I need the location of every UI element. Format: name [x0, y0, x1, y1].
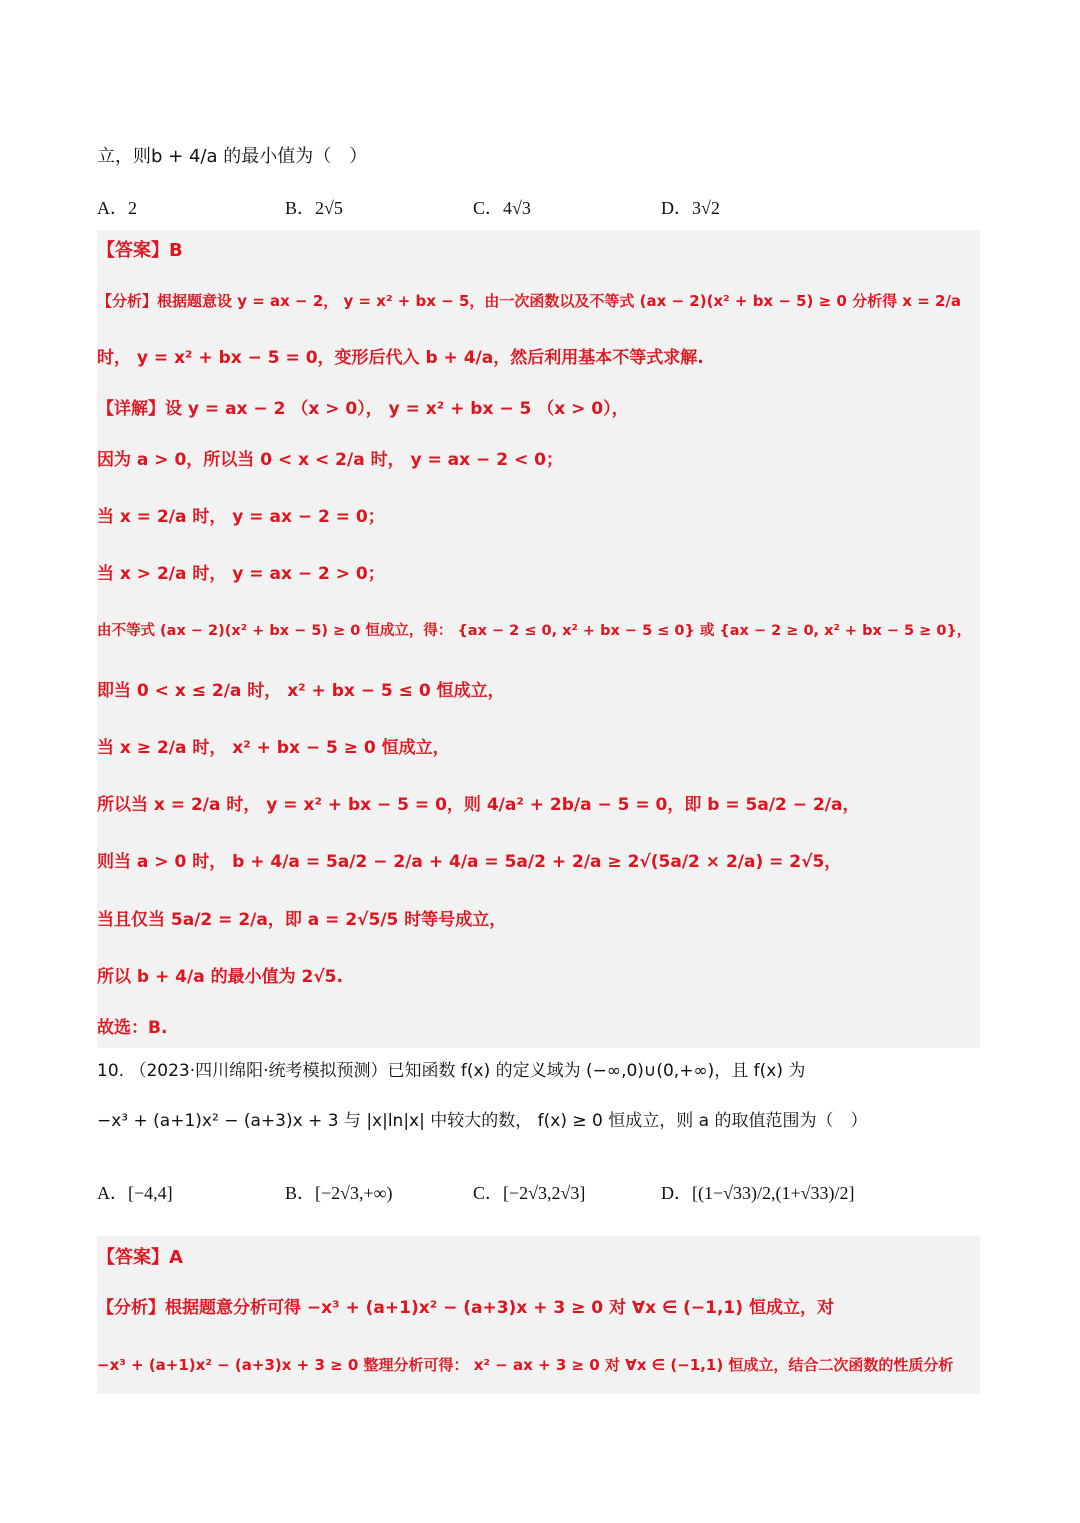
q9-detail-line-6: 即当 0 < x ≤ 2/a 时， x² + bx − 5 ≤ 0 恒成立， — [97, 681, 505, 701]
q9-detail-line-2: 因为 a > 0，所以当 0 < x < 2/a 时， y = ax − 2 < 0； — [97, 450, 563, 470]
q9-option-b[interactable]: B．2√5 — [285, 198, 343, 218]
q9-detail-line-4: 当 x > 2/a 时， y = ax − 2 > 0； — [97, 564, 385, 584]
q9-detail-line-1: 【详解】设 y = ax − 2 （x > 0）， y = x² + bx − 5 （x > 0）， — [97, 399, 629, 419]
q9-analysis-line-1: 【分析】根据题意设 y = ax − 2， y = x² + bx − 5，由一次函数以及不等式 (ax − 2)(x² + bx − 5) ≥ 0 分析得 x = 2/a — [97, 292, 962, 310]
q9-detail-line-11: 所以 b + 4/a 的最小值为 2√5. — [97, 967, 343, 987]
q9-detail-line-8: 所以当 x = 2/a 时， y = x² + bx − 5 = 0，则 4/a² + 2b/a − 5 = 0，即 b = 5a/2 − 2/a， — [97, 795, 860, 815]
q9-detail-line-12: 故选：B. — [97, 1018, 168, 1038]
q9-detail-line-7: 当 x ≥ 2/a 时， x² + bx − 5 ≥ 0 恒成立， — [97, 738, 450, 758]
q10-analysis-line-2: −x³ + (a+1)x² − (a+3)x + 3 ≥ 0 整理分析可得： x² − ax + 3 ≥ 0 对 ∀x ∈ (−1,1) 恒成立，结合二次函数的性质分析 — [97, 1356, 954, 1374]
q9-option-a[interactable]: A．2 — [97, 198, 137, 218]
q10-answer: 【答案】A — [97, 1247, 183, 1268]
q10-stem-line-1: 10. （2023·四川绵阳·统考模拟预测）已知函数 f(x) 的定义域为 (−∞,0)∪(0,+∞)，且 f(x) 为 — [97, 1061, 806, 1081]
q9-analysis-line-2: 时， y = x² + bx − 5 = 0，变形后代入 b + 4/a，然后利用基本不等式求解. — [97, 348, 704, 368]
q9-detail-line-9: 则当 a > 0 时， b + 4/a = 5a/2 − 2/a + 4/a = 5a/2 + 2/a ≥ 2√(5a/2 × 2/a) = 2√5， — [97, 852, 842, 872]
q10-analysis-line-1: 【分析】根据题意分析可得 −x³ + (a+1)x² − (a+3)x + 3 ≥ 0 对 ∀x ∈ (−1,1) 恒成立，对 — [97, 1298, 834, 1318]
q9-detail-line-3: 当 x = 2/a 时， y = ax − 2 = 0； — [97, 507, 385, 527]
q9-detail-line-10: 当且仅当 5a/2 = 2/a，即 a = 2√5/5 时等号成立， — [97, 910, 507, 930]
q10-stem-line-2: −x³ + (a+1)x² − (a+3)x + 3 与 |x|ln|x| 中较大的数， f(x) ≥ 0 恒成立，则 a 的取值范围为（ ） — [97, 1111, 868, 1131]
q10-option-a[interactable]: A．[−4,4] — [97, 1183, 173, 1203]
q9-detail-line-5: 由不等式 (ax − 2)(x² + bx − 5) ≥ 0 恒成立，得： {ax − 2 ≤ 0, x² + bx − 5 ≤ 0} 或 {ax − 2 ≥ 0, x² + bx − 5 ≥ 0}， — [97, 623, 972, 639]
q10-option-b[interactable]: B．[−2√3,+∞) — [285, 1183, 393, 1203]
q9-answer: 【答案】B — [97, 240, 183, 261]
q9-stem: 立，则b + 4/a 的最小值为（ ） — [97, 146, 368, 167]
q10-option-d[interactable]: D．[(1−√33)/2,(1+√33)/2] — [661, 1183, 855, 1203]
q10-option-c[interactable]: C．[−2√3,2√3] — [473, 1183, 586, 1203]
q9-option-c[interactable]: C．4√3 — [473, 198, 531, 218]
q9-option-d[interactable]: D．3√2 — [661, 198, 720, 218]
